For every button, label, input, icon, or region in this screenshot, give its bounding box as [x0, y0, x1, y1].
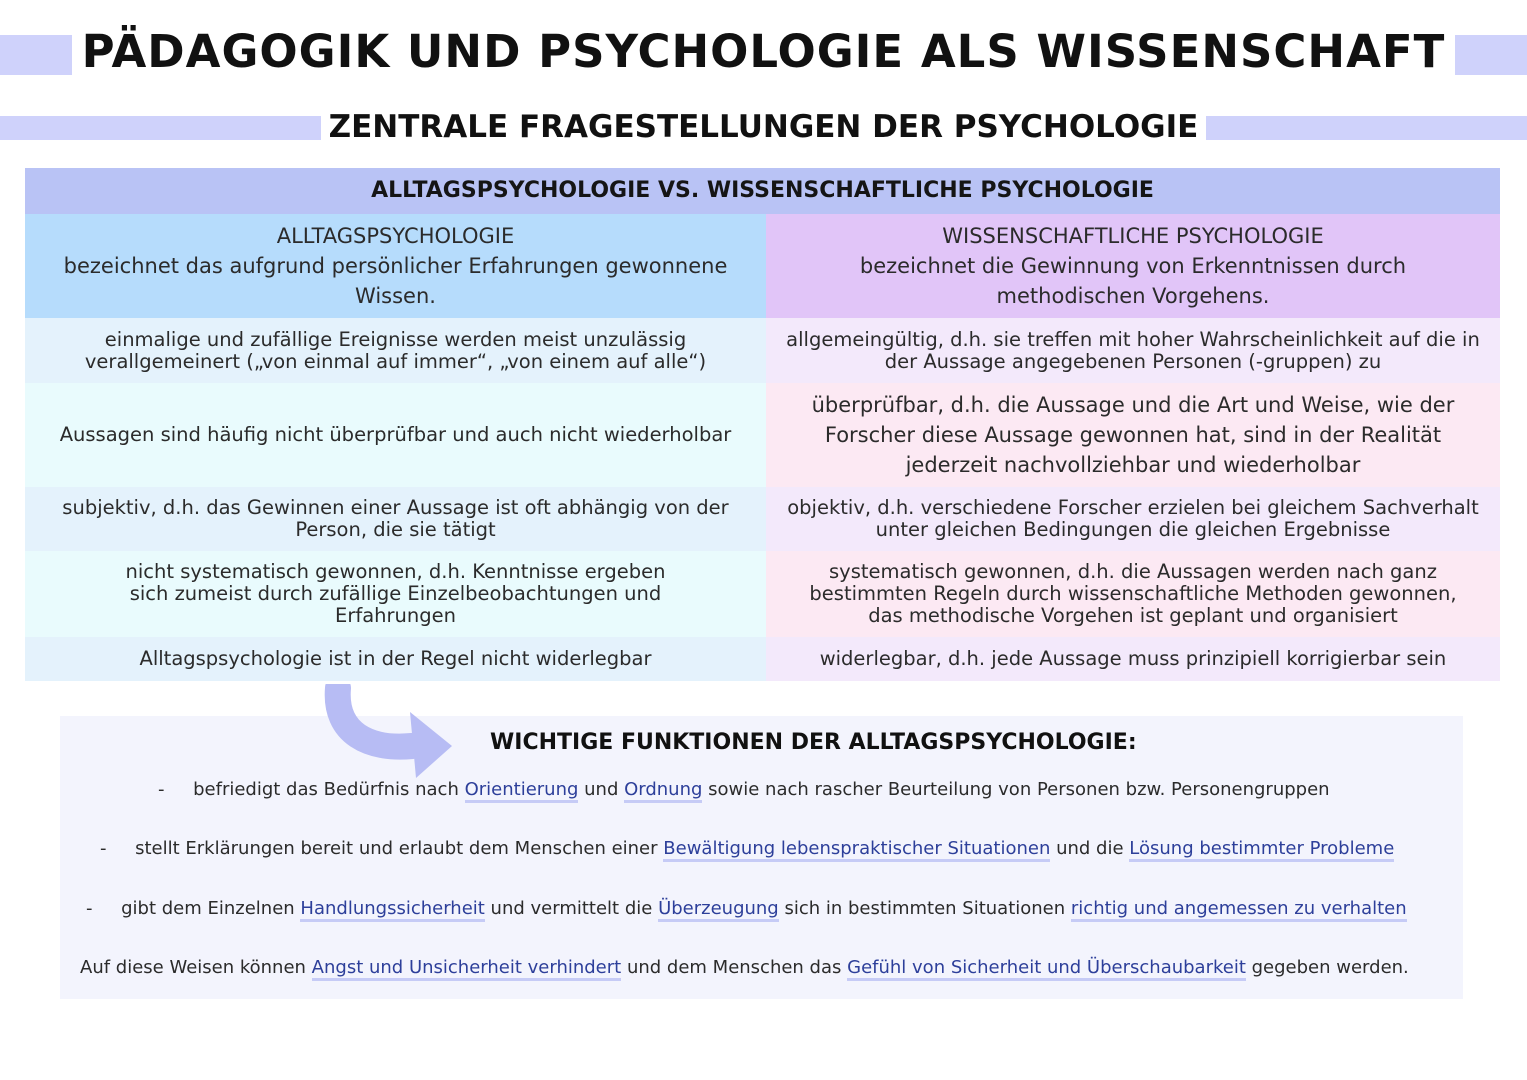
highlight-term: Gefühl von Sicherheit und Überschaubarkeit: [847, 957, 1246, 981]
bullet-dash: -: [158, 779, 165, 800]
function-text: stellt Erklärungen bereit und erlaubt dem Menschen einer: [135, 838, 664, 859]
function-text: und die: [1050, 838, 1130, 859]
bullet-dash: -: [86, 898, 93, 919]
table-heading: ALLTAGSPSYCHOLOGIE VS. WISSENSCHAFTLICHE PSYCHOLOGIE: [25, 168, 1500, 214]
column-definition-wissenschaft: bezeichnet die Gewinnung von Erkenntnissen durch methodischen Vorgehens.: [859, 254, 1407, 308]
function-item: [86, 898, 1407, 919]
table-row: [25, 487, 1500, 551]
function-item: [158, 779, 1330, 800]
bullet-dash: -: [100, 838, 107, 859]
table-cell-alltag: einmalige und zufällige Ereignisse werden meist unzulässig verallgemeinert („von einmal auf immer“, „von einem auf alle“): [25, 318, 766, 383]
table-cell-alltag: Alltagspsychologie ist in der Regel nicht widerlegbar: [25, 637, 766, 681]
function-text: sowie nach rascher Beurteilung von Personen bzw. Personengruppen: [702, 779, 1330, 800]
table-cell-alltag: Aussagen sind häufig nicht überprüfbar und auch nicht wiederholbar: [25, 383, 766, 487]
highlight-term: Lösung bestimmter Probleme: [1129, 838, 1394, 862]
functions-conclusion: [80, 957, 1409, 978]
comparison-table: [25, 168, 1500, 681]
function-item: [100, 838, 1394, 859]
table-cell-wissenschaft: objektiv, d.h. verschiedene Forscher erzielen bei gleichem Sachverhalt unter gleichen Bedingungen die gleichen Ergebnisse: [766, 487, 1500, 551]
table-cell-wissenschaft: überprüfbar, d.h. die Aussage und die Art und Weise, wie der Forscher diese Aussage gewonnen hat, sind in der Realität jederzeit nachvollziehbar und wiederholbar: [766, 383, 1500, 487]
function-text: und vermittelt die: [484, 898, 659, 919]
highlight-term: Ordnung: [624, 779, 702, 803]
table-cell-alltag: nicht systematisch gewonnen, d.h. Kenntnisse ergeben sich zumeist durch zufällige Einzelbeobachtungen und Erfahrungen: [25, 551, 766, 637]
table-cell-wissenschaft: systematisch gewonnen, d.h. die Aussagen werden nach ganz bestimmten Regeln durch wissenschaftliche Methoden gewonnen, das methodische Vorgehen ist geplant und organisiert: [766, 551, 1500, 637]
table-header-row: [25, 214, 1500, 318]
conclusion-text: gegeben werden.: [1245, 957, 1409, 978]
column-header-alltag: [25, 214, 766, 318]
highlight-term: Bewältigung lebenspraktischer Situationen: [663, 838, 1050, 862]
table-cell-wissenschaft: widerlegbar, d.h. jede Aussage muss prinzipiell korrigierbar sein: [766, 637, 1500, 681]
function-text: gibt dem Einzelnen: [121, 898, 301, 919]
table-cell-alltag: subjektiv, d.h. das Gewinnen einer Aussage ist oft abhängig von der Person, die sie tätigt: [25, 487, 766, 551]
highlight-term: Handlungssicherheit: [300, 898, 484, 922]
conclusion-text: Auf diese Weisen können: [80, 957, 312, 978]
function-text: befriedigt das Bedürfnis nach: [193, 779, 465, 800]
curved-arrow-icon: [320, 684, 460, 780]
table-row: [25, 637, 1500, 681]
function-text: und: [578, 779, 625, 800]
table-cell-wissenschaft: allgemeingültig, d.h. sie treffen mit hoher Wahrscheinlichkeit auf die in der Aussage angegebenen Personen (-gruppen) zu: [766, 318, 1500, 383]
highlight-term: richtig und angemessen zu verhalten: [1071, 898, 1407, 922]
column-header-wissenschaft: [766, 214, 1500, 318]
column-definition-alltag: bezeichnet das aufgrund persönlicher Erfahrungen gewonnene Wissen.: [63, 254, 728, 308]
table-row: [25, 318, 1500, 383]
column-title-wissenschaft: WISSENSCHAFTLICHE PSYCHOLOGIE: [942, 224, 1324, 248]
highlight-term: Orientierung: [465, 779, 579, 803]
function-text: sich in bestimmten Situationen: [778, 898, 1071, 919]
conclusion-text: und dem Menschen das: [621, 957, 848, 978]
functions-title: WICHTIGE FUNKTIONEN DER ALLTAGSPSYCHOLOGIE:: [490, 730, 1137, 755]
highlight-term: Angst und Unsicherheit verhindert: [312, 957, 622, 981]
page-subtitle: ZENTRALE FRAGESTELLUNGEN DER PSYCHOLOGIE: [0, 105, 1527, 149]
page-title: PÄDAGOGIK UND PSYCHOLOGIE ALS WISSENSCHAFT: [0, 24, 1527, 80]
table-row: [25, 383, 1500, 487]
highlight-term: Überzeugung: [658, 898, 779, 922]
table-row: [25, 551, 1500, 637]
column-title-alltag: ALLTAGSPSYCHOLOGIE: [276, 224, 515, 248]
